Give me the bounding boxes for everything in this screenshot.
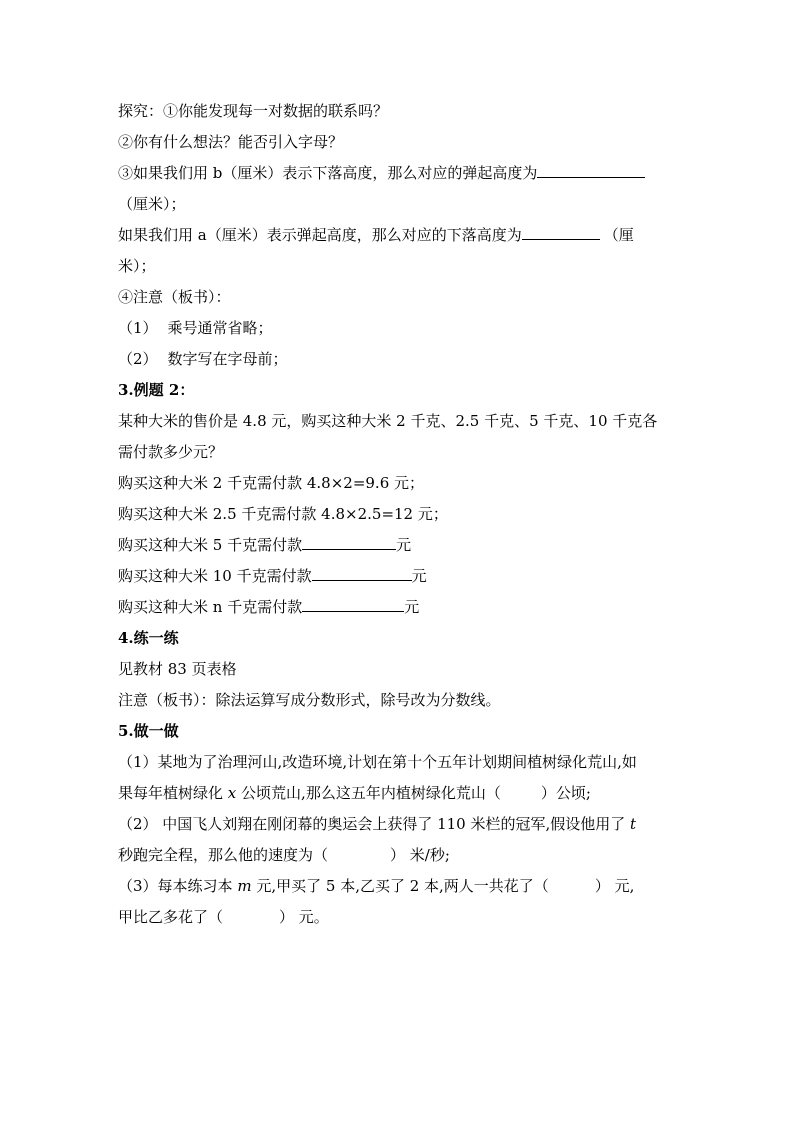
note-1-number: （1）	[118, 319, 158, 337]
explore-question-3b-unit-cont: 米）；	[118, 257, 156, 275]
unit-yuan: 元	[411, 567, 427, 585]
doit-problem-1-line-2	[118, 778, 678, 809]
explore-question-3b-unit: （厘	[603, 226, 634, 244]
note-2	[118, 344, 678, 375]
doit-problem-2-text-d: ） 米/秒;	[390, 846, 450, 864]
note-2-text: 数字写在字母前；	[167, 350, 288, 368]
note-1	[118, 313, 678, 344]
doit-problem-3-text-e: ） 元。	[279, 908, 329, 926]
example-2-answer-3-text: 购买这种大米 5 千克需付款	[118, 536, 303, 554]
doit-problem-1-text-c: ）公顷;	[540, 784, 591, 802]
variable-t: t	[630, 815, 637, 833]
doit-problem-3-line-2	[118, 902, 678, 933]
explore-question-3b-text: 如果我们用 a（厘米）表示弹起高度，那么对应的下落高度为	[118, 226, 522, 244]
doit-problem-1-text-a: 果每年植树绿化	[118, 784, 224, 802]
unit-yuan: 元	[396, 536, 412, 554]
doit-problem-3-text-d: 甲比乙多花了（	[118, 908, 224, 926]
explore-question-4: ④注意（板书）：	[118, 288, 231, 306]
doit-problem-3-text-c: ） 元,	[594, 877, 635, 895]
document-page	[118, 96, 678, 933]
doit-problem-2-line-2	[118, 840, 678, 871]
doit-problem-3-line-1	[118, 871, 678, 902]
note-1-text: 乘号通常省略；	[167, 319, 273, 337]
doit-problem-1-line-1: （1）某地为了治理河山,改造环境,计划在第十个五年计划期间植树绿化荒山,如	[118, 753, 637, 771]
doit-problem-2-line-1	[118, 809, 678, 840]
example-2-answer-2: 购买这种大米 2.5 千克需付款 4.8×2.5=12 元；	[118, 505, 448, 523]
explore-question-2: ②你有什么想法？能否引入字母？	[118, 133, 344, 151]
practice-line-1: 见教材 83 页表格	[118, 660, 237, 678]
answer-blank	[302, 535, 396, 550]
unit-yuan: 元	[404, 598, 420, 616]
example-2-answer-1: 购买这种大米 2 千克需付款 4.8×2=9.6 元；	[118, 474, 425, 492]
note-2-number: （2）	[118, 350, 158, 368]
answer-blank	[537, 163, 645, 178]
explore-question-3-unit: （厘米）；	[118, 195, 186, 213]
variable-x: x	[227, 784, 237, 802]
example-2-heading: 3.例题 2：	[118, 381, 195, 399]
explore-question-3b	[118, 220, 678, 251]
example-2-answer-3	[118, 530, 678, 561]
doit-problem-2-text-c: 秒跑完全程，那么他的速度为（	[118, 846, 329, 864]
example-2-problem-line-1: 某种大米的售价是 4.8 元，购买这种大米 2 千克、2.5 千克、5 千克、10 千克各	[118, 412, 658, 430]
doit-heading: 5.做一做	[118, 722, 179, 740]
example-2-answer-4	[118, 561, 678, 592]
doit-problem-2-text-a: （2） 中国飞人刘翔在刚闭幕的奥运会上获得了 110 米栏的冠军,假设他用了	[118, 815, 626, 833]
answer-blank	[312, 566, 412, 581]
example-2-problem-line-2: 需付款多少元？	[118, 443, 224, 461]
practice-heading: 4.练一练	[118, 629, 179, 647]
example-2-answer-4-text: 购买这种大米 10 千克需付款	[118, 567, 312, 585]
variable-m: m	[237, 877, 252, 895]
doit-problem-3-text-b: 元,甲买了 5 本,乙买了 2 本,两人一共花了（	[256, 877, 549, 895]
example-2-answer-5-text: 购买这种大米 n 千克需付款	[118, 598, 303, 616]
example-2-answer-5	[118, 592, 678, 623]
explore-question-1: 探究：①你能发现每一对数据的联系吗？	[118, 102, 389, 120]
answer-blank	[522, 225, 600, 240]
explore-question-3-text: ③如果我们用 b（厘米）表示下落高度，那么对应的弹起高度为	[118, 164, 538, 182]
doit-problem-3-text-a: （3）每本练习本	[118, 877, 233, 895]
explore-question-3	[118, 158, 678, 189]
practice-line-2: 注意（板书）：除法运算写成分数形式，除号改为分数线。	[118, 691, 501, 709]
doit-problem-1-text-b: 公顷荒山,那么这五年内植树绿化荒山（	[241, 784, 501, 802]
answer-blank	[302, 597, 404, 612]
